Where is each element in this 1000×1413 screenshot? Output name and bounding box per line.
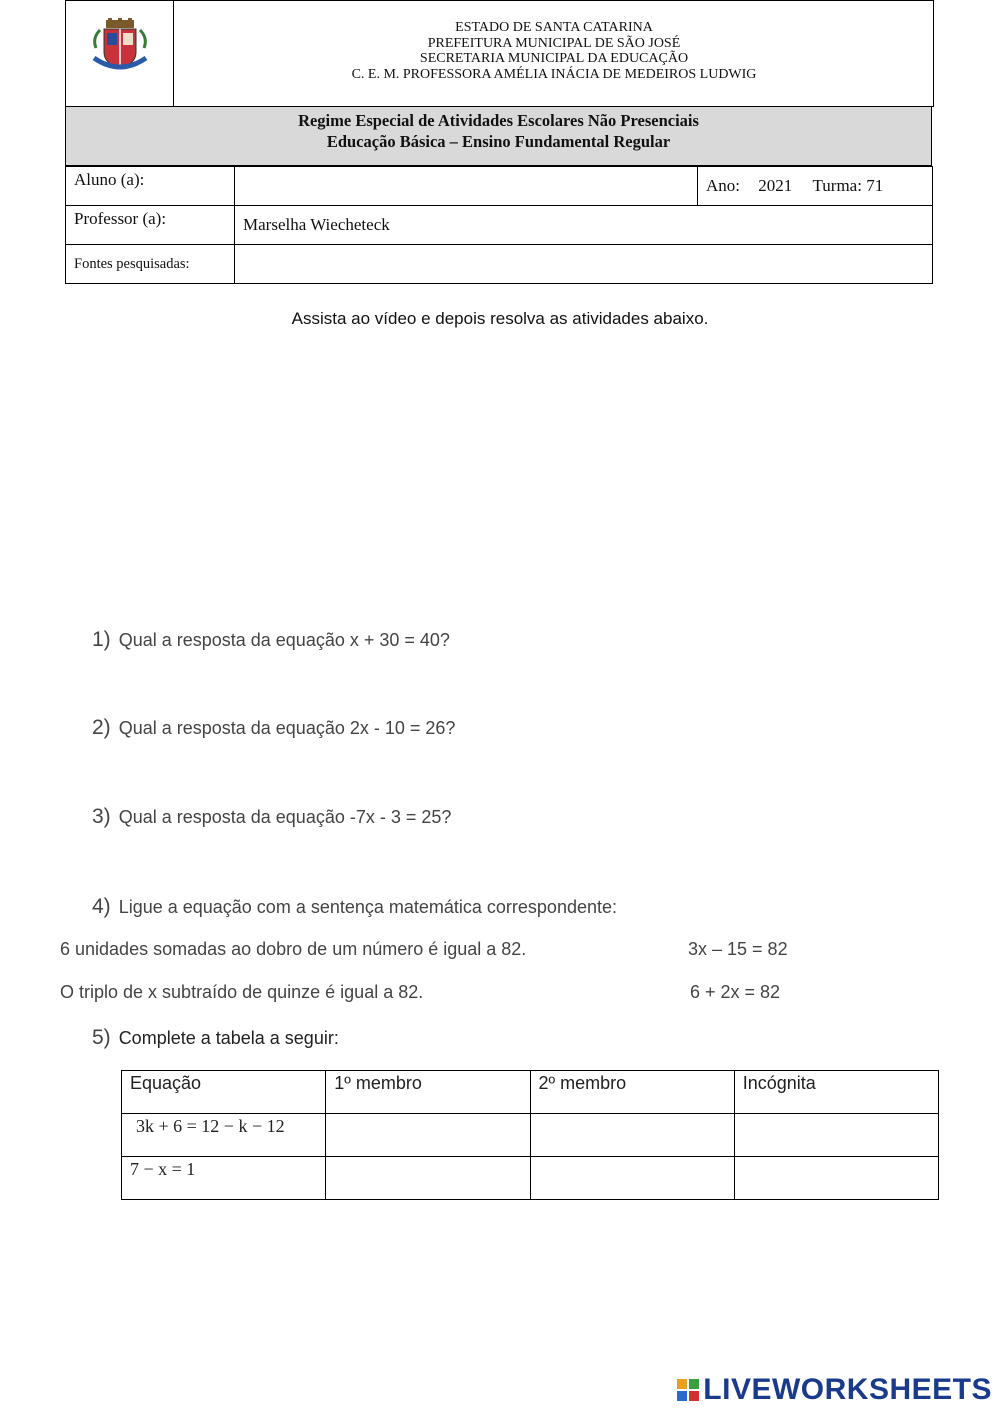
- table-row: [122, 1157, 939, 1200]
- table-header: Equação: [122, 1071, 326, 1114]
- question-text: Qual a resposta da equação -7x - 3 = 25?: [118, 807, 452, 827]
- question-number: 4): [92, 895, 111, 918]
- question-2: [92, 716, 455, 740]
- table-row: [122, 1114, 939, 1157]
- instruction-text: Assista ao vídeo e depois resolva as atividades abaixo.: [291, 309, 709, 328]
- question-text: Qual a resposta da equação x + 30 = 40?: [118, 630, 450, 650]
- header-lines: [174, 20, 934, 82]
- education-title: Educação Básica – Ensino Fundamental Regular: [326, 132, 671, 151]
- table-header: Incógnita: [734, 1071, 938, 1114]
- question-number: 3): [92, 805, 111, 828]
- question-5: [92, 1026, 339, 1050]
- aluno-field[interactable]: [235, 167, 698, 206]
- header-line-school: C. E. M. PROFESSORA AMÉLIA INÁCIA DE MEDEIROS LUDWIG: [351, 66, 757, 82]
- equation-cell: 7 − x = 1: [122, 1157, 326, 1200]
- header-line-secretariat: SECRETARIA MUNICIPAL DA EDUCAÇÃO: [419, 51, 689, 66]
- answer-cell[interactable]: [734, 1157, 938, 1200]
- question-text: Qual a resposta da equação 2x - 10 = 26?: [118, 718, 456, 738]
- liveworksheets-logo-text: LIVEWORKSHEETS: [703, 1373, 992, 1406]
- answer-cell[interactable]: [530, 1157, 734, 1200]
- question-4: [92, 895, 617, 919]
- student-info-table: [65, 166, 933, 284]
- answer-cell[interactable]: [326, 1114, 530, 1157]
- turma-value: 71: [866, 176, 884, 195]
- answer-cell[interactable]: [734, 1114, 938, 1157]
- liveworksheets-logo-icon: [677, 1379, 699, 1401]
- matching-equation-1[interactable]: 3x – 15 = 82: [688, 939, 788, 959]
- coat-of-arms-cell: [65, 0, 174, 107]
- aluno-label: Aluno (a):: [66, 167, 235, 206]
- coat-of-arms-icon: [90, 18, 150, 74]
- answer-cell[interactable]: [326, 1157, 530, 1200]
- question-text: Ligue a equação com a sentença matemática correspondente:: [118, 897, 618, 917]
- ano-label: Ano:: [706, 176, 740, 195]
- matching-sentence-2[interactable]: O triplo de x subtraído de quinze é igual a 82.: [60, 982, 424, 1002]
- professor-value: Marselha Wiecheteck: [235, 206, 933, 245]
- fontes-label: Fontes pesquisadas:: [66, 245, 235, 284]
- matching-equation-2[interactable]: 6 + 2x = 82: [690, 982, 781, 1002]
- ano-turma-cell: [698, 167, 933, 206]
- header-line-city: PREFEITURA MUNICIPAL DE SÃO JOSÉ: [427, 35, 681, 51]
- matching-sentence-1[interactable]: 6 unidades somadas ao dobro de um número é igual a 82.: [60, 939, 527, 959]
- table-header: 2º membro: [530, 1071, 734, 1114]
- question-1: [92, 628, 450, 652]
- turma-label: Turma:: [812, 176, 862, 195]
- fontes-field[interactable]: [235, 245, 933, 284]
- regime-banner-text: [65, 110, 932, 152]
- question-number: 5): [92, 1026, 111, 1049]
- table-header: 1º membro: [326, 1071, 530, 1114]
- professor-label: Professor (a):: [66, 206, 235, 245]
- liveworksheets-logo[interactable]: [677, 1373, 992, 1407]
- question-number: 2): [92, 716, 111, 739]
- question-number: 1): [92, 628, 111, 651]
- ano-value: 2021: [758, 176, 793, 195]
- equation-table: [121, 1070, 939, 1200]
- regime-title: Regime Especial de Atividades Escolares Não Presenciais: [298, 111, 699, 130]
- question-3: [92, 805, 451, 829]
- header-line-state: ESTADO DE SANTA CATARINA: [455, 20, 653, 35]
- question-text: Complete a tabela a seguir:: [118, 1028, 339, 1048]
- equation-cell: 3k + 6 = 12 − k − 12: [122, 1114, 326, 1157]
- answer-cell[interactable]: [530, 1114, 734, 1157]
